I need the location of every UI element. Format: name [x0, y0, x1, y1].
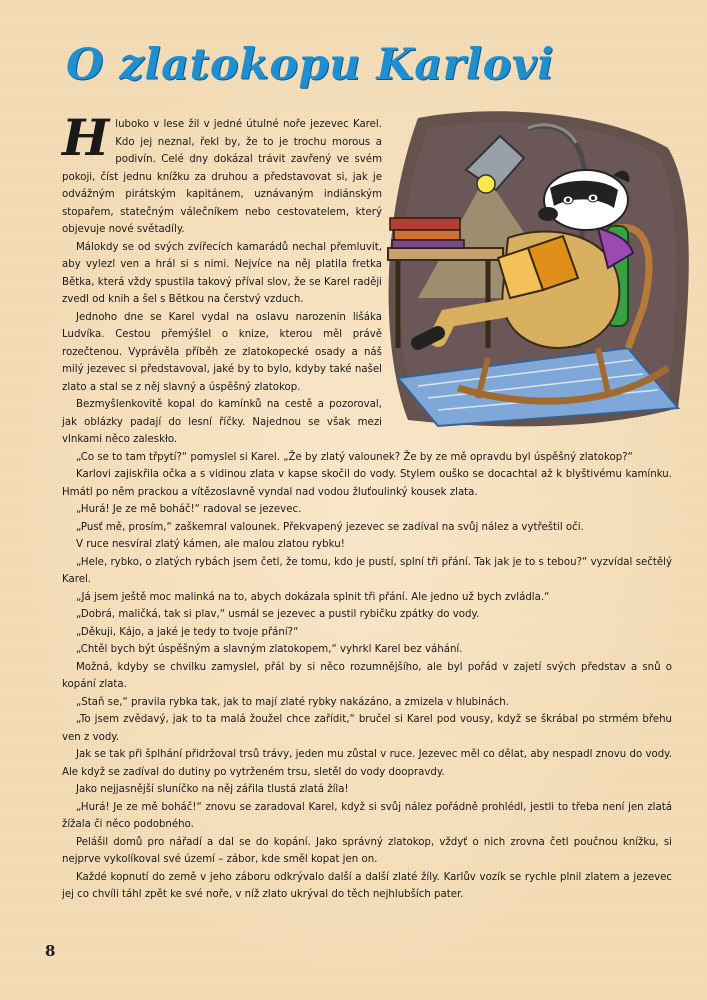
drop-cap: H	[62, 108, 110, 167]
paragraph: Jako nejjasnější sluníčko na něj zářila tlustá zlatá žíla!	[76, 784, 349, 795]
paragraph: „Dobrá, maličká, tak si plav,“ usmál se jezevec a pustil rybičku zpátky do vody.	[76, 609, 480, 620]
paragraph: V ruce nesvíral zlatý kámen, ale malou zlatou rybku!	[76, 539, 345, 550]
paragraph: „Hurá! Je ze mě boháč!“ znovu se zaradoval Karel, když si svůj nález pořádně prohlédl, jestli to třeba není jen zlatá žížala či něco podobného.	[62, 801, 672, 830]
paragraph: luboko v lese žil v jedné útulné noře jezevec Karel. Kdo jej neznal, řekl by, že to je trochu morous a podivín. Celé dny dokázal trávit zavřený ve svém pokoji, číst jednu knížku za druhou a představovat si, jak je odvážným pirátským kapitánem, uznávaným indiánským stopařem, statečným válečníkem nebo cestovatelem, který objevuje nové světadíly.	[62, 119, 382, 235]
paragraph: „Co se to tam třpytí?“ pomyslel si Karel. „Že by zlatý valounek? Že by ze mě opravdu byl úspěšný zlatokop?“	[76, 451, 633, 463]
paragraph: Jednoho dne se Karel vydal na oslavu narozenin lišáka Ludvíka. Cestou přemýšlel o knize, kterou měl právě rozečtenou. Vyprávěla příběh ze zlatokopecké osady a náš milý jezevec si představoval, jaké by to bylo, kdyby také našel zlato a stal se z něj slavný a úspěšný zlatokop.	[62, 311, 382, 393]
paragraph: Málokdy se od svých zvířecích kamarádů nechal přemluvit, aby vylezl ven a hrál si s nimi. Nejvíce na něj platila fretka Bětka, která vždy spustila takový příval slov, že se Karel raději zvedl od knih a šel s Bětkou na čerstvý vzduch.	[62, 241, 382, 305]
paragraph: „Hurá! Je ze mě boháč!“ radoval se jezevec.	[76, 504, 302, 515]
paragraph: Bezmyšlenkovitě kopal do kamínků na cestě a pozoroval, jak oblázky padají do lesní říčky. Najednou se však mezi vlnkami něco zaleskło.	[62, 399, 382, 445]
page-title: O zlatokopu Karlovi	[66, 40, 555, 90]
paragraph: „Chtěl bych být úspěšným a slavným zlatokopem,“ vyhrkl Karel bez váhání.	[76, 644, 463, 655]
paragraph: Možná, kdyby se chvilku zamyslel, přál by si něco rozumnějšího, ale byl pořád v zajetí svých představ a snů o kopání zlata.	[62, 661, 672, 690]
paragraph: „Hele, rybko, o zlatých rybách jsem četl, že tomu, kdo je pustí, splní tři přání. Tak jak je to s tebou?“ vyzvídal sečtělý Karel.	[62, 556, 672, 585]
paragraph: Karlovi zajiskřila očka a s vidinou zlata v kapse skočil do vody. Stylem ouško se docachtal až k blyštivému kamínku. Hmátl po něm prackou a vítězoslavně vyndal nad vodou žluťoulinký kousek zlata.	[62, 469, 672, 498]
story-text	[62, 108, 672, 904]
paragraph: Jak se tak při šplhání přidržoval trsů trávy, jeden mu zůstal v ruce. Jezevec měl co dělat, aby nespadl znovu do vody. Ale když se zadíval do dutiny po vytrženém trsu, sletěl do vody doopravdy.	[62, 749, 672, 778]
paragraph: Pelášil domů pro nářadí a dal se do kopání. Jako správný zlatokop, vždyť o nich zrovna četl poučnou knížku, si nejprve vykolíkoval své území – zábor, kde směl kopat jen on.	[62, 836, 672, 865]
paragraph: „Pusť mě, prosím,“ zaškemral valounek. Překvapený jezevec se zadíval na svůj nález a vytřeštil oči.	[76, 521, 584, 533]
paragraph: Každé kopnutí do země v jeho záboru odkrývalo další a další zlaté žíly. Karlův vozík se rychle plnil zlatem a jezevec jej co chvíli táhl zpět ke své noře, v níž zlato ukrýval do těch nejhlubších pater.	[62, 871, 672, 900]
paragraph: „Staň se,“ pravila rybka tak, jak to mají zlaté rybky nakázáno, a zmizela v hlubinách.	[76, 696, 509, 708]
paragraph: „To jsem zvědavý, jak to ta malá žoužel chce zařídit,“ bručel si Karel pod vousy, když se škrábal po strmém břehu ven z vody.	[62, 714, 672, 743]
paragraph: „Já jsem ještě moc malinká na to, abych dokázala splnit tři přání. Ale jedno už bych zvládla.“	[76, 591, 550, 603]
paragraph: „Děkuji, Kájo, a jaké je tedy to tvoje přání?“	[76, 626, 299, 638]
page-number: 8	[45, 942, 56, 960]
